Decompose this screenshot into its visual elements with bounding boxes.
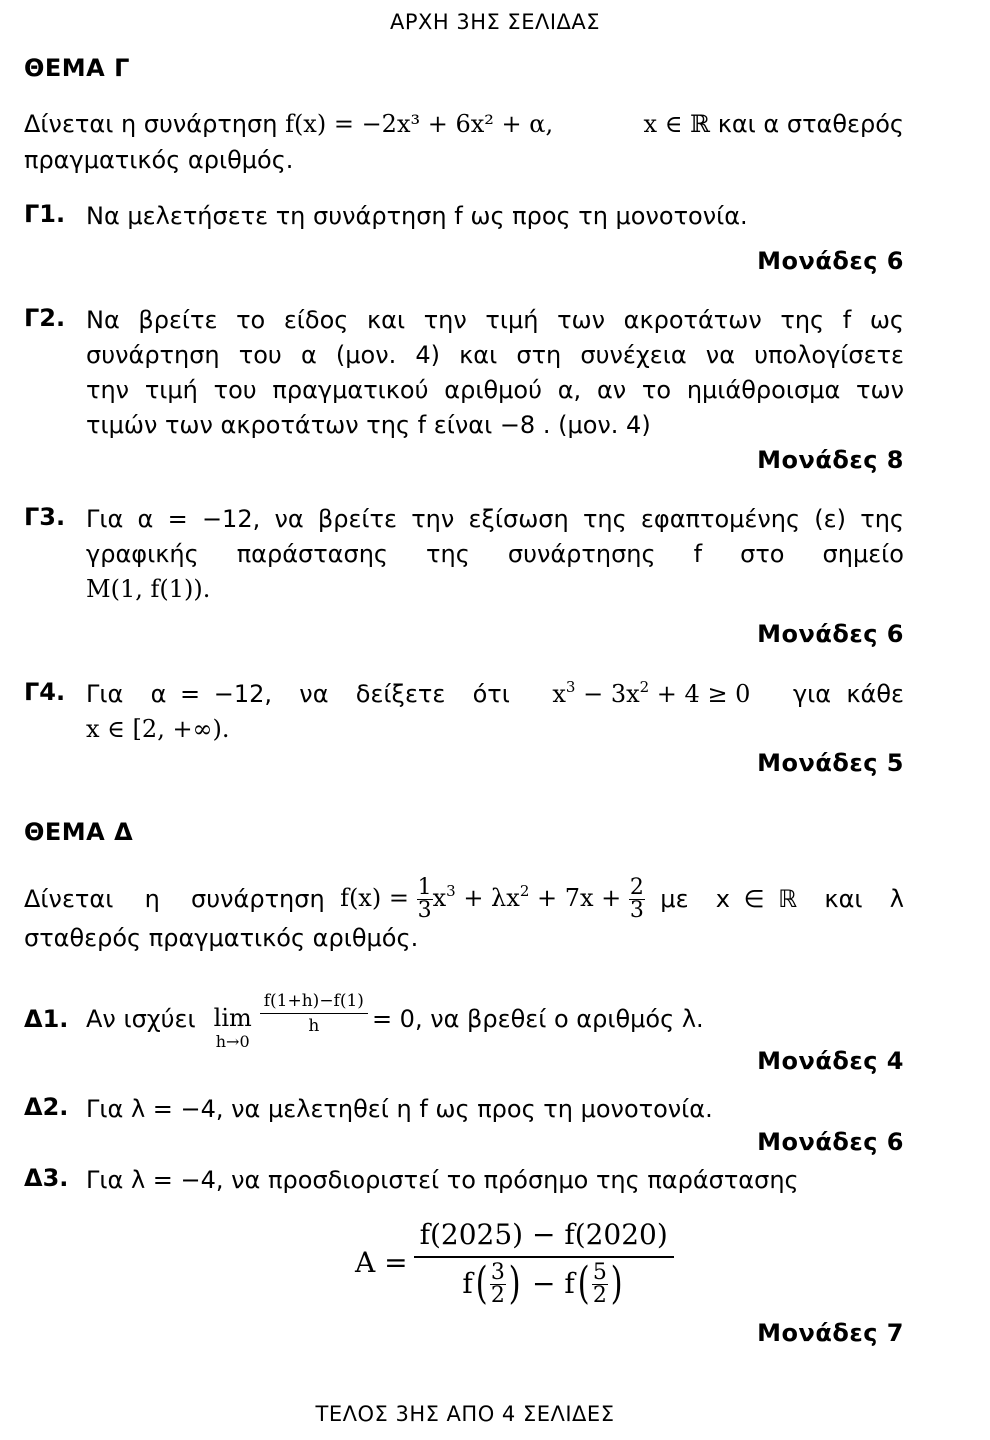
difference-quotient [260,992,368,1035]
page-header-text: ΑΡΧΗ 3ΗΣ ΣΕΛΙΔΑΣ [389,10,601,34]
points-g3: Μονάδες 6 [757,620,904,648]
question-label-g2: Γ2. [24,304,66,332]
g4-suffix: για κάθε [792,680,904,708]
expression-a-lhs: A = [355,1245,408,1279]
expression-a-fraction [414,1218,674,1310]
limit-expression [214,1006,252,1050]
points-g4: Μονάδες 5 [757,749,904,777]
theme-g-domain: x ∈ ℝ [643,110,711,138]
difference-quotient-denominator: h [308,1015,320,1036]
question-label-g3: Γ3. [24,503,66,531]
lim-label: lim [213,1004,252,1032]
theme-d-intro-suffix: με x ∈ ℝ και λ [660,885,904,913]
question-text-g2 [86,303,904,443]
theme-g-intro [24,106,904,178]
page-footer-text: ΤΕΛΟΣ 3ΗΣ ΑΠΟ 4 ΣΕΛΙΔΕΣ [315,1402,615,1426]
question-text-d2: Για λ = −4, να μελετηθεί η f ως προς τη μονοτονία. [86,1095,713,1123]
g3-line-3: M(1, f(1)). [86,575,211,603]
theme-d-intro [24,874,904,956]
expression-a-denominator: f ( 3 2 ) − f ( 5 2 ) [462,1258,623,1310]
question-label-d2: Δ2. [24,1093,69,1121]
g2-line-2: συνάρτηση του α (μον. 4) και στη συνέχεια να υπολογίσετε [86,341,904,369]
theme-d-intro-line2: σταθερός πραγματικός αριθμός. [24,924,419,952]
question-text-g3 [86,502,904,607]
points-d3: Μονάδες 7 [757,1319,904,1347]
fraction-one-third: $\frac{1}{3}$ [417,874,432,923]
fraction-two-thirds: $\frac{2}{3}$ [629,874,644,923]
points-g2: Μονάδες 8 [757,446,904,474]
d1-suffix: = 0, να βρεθεί ο αριθμός λ. [371,1005,704,1033]
g3-line-2: γραφικής παράστασης της συνάρτησης f στο σημείο [86,540,904,568]
g2-line-3: την τιμή του πραγματικού αριθμού α, αν το ημιάθροισμα των [86,376,904,404]
theme-d-function: f(x) = $\frac{1}{3}$ $x^3 + \lambda x^2 + 7x$ + $\frac{2}{3}$ [340,874,644,923]
page-footer [0,1402,960,1426]
points-d1: Μονάδες 4 [757,1047,904,1075]
theme-d-title: ΘΕΜΑ Δ [24,818,134,846]
expression-a [355,1218,674,1310]
question-text-d1 [86,992,704,1050]
g2-line-4: τιμών των ακροτάτων της f είναι −8 . (μον. 4) [86,411,651,439]
points-g1: Μονάδες 6 [757,247,904,275]
theme-g-title: ΘΕΜΑ Γ [24,54,130,82]
question-label-d1: Δ1. [24,1005,69,1033]
question-text-g1: Να μελετήσετε τη συνάρτηση f ως προς τη μονοτονία. [86,202,748,230]
g4-line-2: x ∈ [2, +∞). [86,715,230,743]
expression-a-numerator: f(2025) − f(2020) [414,1218,674,1258]
question-label-g4: Γ4. [24,678,66,706]
question-label-d3: Δ3. [24,1164,69,1192]
theme-g-intro-suffix: και α σταθερός [717,110,904,138]
question-text-g4 [86,677,904,747]
theme-g-intro-line2: πραγματικός αριθμός. [24,146,294,174]
theme-g-intro-prefix: Δίνεται η συνάρτηση [24,110,278,138]
g4-inequality: $x^3 - 3x^2 + 4 \ge 0$ [552,678,751,708]
g3-line-1: Για α = −12, να βρείτε την εξίσωση της εφαπτομένης (ε) της [86,505,904,533]
lim-subscript: h→0 [215,1032,250,1051]
g2-line-1: Να βρείτε το είδος και την τιμή των ακροτάτων της f ως [86,306,904,334]
question-label-g1: Γ1. [24,200,66,228]
g4-prefix: Για α = −12, να δείξετε ότι [86,680,510,708]
points-d2: Μονάδες 6 [757,1128,904,1156]
theme-g-function: f(x) = −2x³ + 6x² + α, [285,110,554,138]
theme-d-intro-prefix: Δίνεται η συνάρτηση [24,885,325,913]
d1-prefix: Αν ισχύει [86,1005,196,1033]
difference-quotient-numerator: f(1+h)−f(1) [260,992,368,1014]
question-text-d3: Για λ = −4, να προσδιοριστεί το πρόσημο της παράστασης [86,1166,799,1194]
page-header [0,10,990,34]
